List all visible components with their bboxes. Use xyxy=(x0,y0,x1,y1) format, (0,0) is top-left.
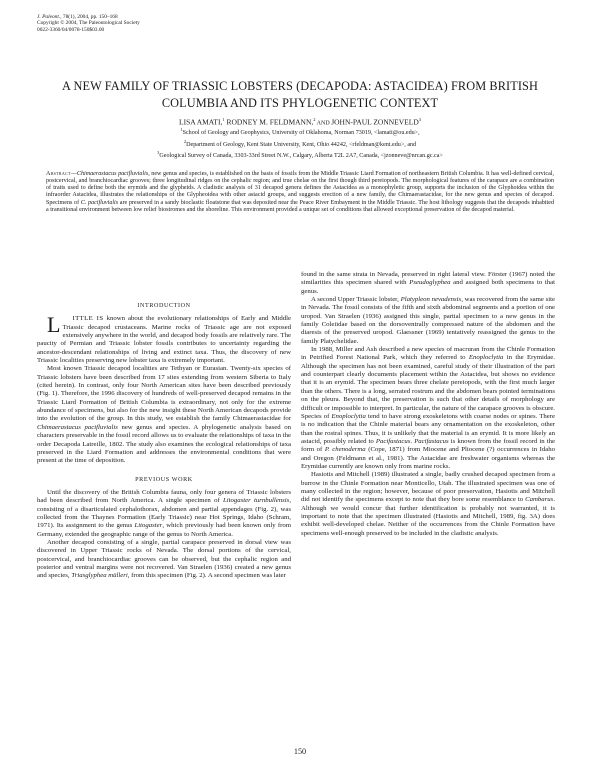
affiliations xyxy=(30,126,570,161)
previous-work-paragraph-2: Another decapod consisting of a single, partial carapace preserved in dorsal view was discovered in Upper Triassic rocks of Nevada. The dorsal portions of the cervical, postcervical, and branchiocardiac grooves can be observed, but the cephalic region and posterior and ventral margins were not recovered. Van Straelen (1936) created a new genus and species, Triasglyphea mülleri, from this specimen (Fig. 2). A second specimen was later xyxy=(37,538,291,580)
left-column xyxy=(37,296,291,581)
intro-paragraph-1: L ITTLE IS known about the evolutionary relationships of Early and Middle Triassic decapod crustaceans. Marine rocks of Triassic age are not exposed extensively anywhere in the world, and decapod body fossils are relatively rare. The paucity of Permian and Triassic lobster fossils contributes to uncertainty regarding the ancestor-descendant relationships of living and extinct taxa. Thus, the discovery of new Triassic localities preserving new lobster taxa is extremely important. xyxy=(37,312,291,365)
journal-citation: J. Paleont., 78(1), 2004, pp. 150–168 xyxy=(37,14,118,20)
intro-paragraph-2: Most known Triassic decapod localities are Tethyan or Eurasian. Twenty-six species of Triassic lobsters have been described from 17 sites extending from western Siberia to Italy (cited herein). In contrast, only four North American sites have been described previously (Fig. 1). Therefore, the 1996 discovery of hundreds of well-preserved decapod remains in the Triassic Liard Formation of British Columbia is extraordinary, not only for the extreme abundance of specimens, but also for the new insight these North American decapods provide into the evolution of the group. In this study, we establish the family Chimaerastacidae for Chimaerastacus pacifluvialis new genus and species. A phylogenetic analysis based on characters preservable in the fossil record allows us to evaluate the relationships of taxa in the order Decapoda Latreille, 1802. The study also examines the ecological relationships of taxa preserved in the Liard Formation and addresses the environmental conditions that were present at the time of deposition. xyxy=(37,365,291,465)
section-heading-introduction: INTRODUCTION xyxy=(137,303,191,309)
right-paragraph-3: In 1988, Miller and Ash described a new species of macruran from the Chinle Formation in Petrified Forest National Park, which they referred to Enoploclytia in the Erymidae. Although the specimen has not been examined, careful study of their illustration of the part and counterpart clearly documents placement within the Astacidea, but shows no evidence that it is an erymid. The specimen bears three chelate pereiopods, with the first much larger than the others. There is a long, serrated rostrum and the abdomen bears pointed terminations on the pleura. Beyond that, the preservation is such that other details of morphology are difficult or impossible to interpret. In particular, the nature of the carapace grooves is obscure. Species of Enoploclytia tend to have strong exoskeletons with coarse nodes or spines. There is no indication that the Chinle material bears any ornamentation on the exoskeleton, other than the rostral spines. Thus, it is unlikely that the material is an erymid. It is more likely an astacid, possibly related to Pacifastacus. Pacifastacus is known from the fossil record in the form of P. chenoderma (Cope, 1871) from Miocene and Pliocene (?) occurrences in Idaho and Oregon (Feldmann et al., 1981). The Astacidae are freshwater organisms whereas the Erymidae currently are known only from marine rocks. xyxy=(301,346,556,470)
right-paragraph-2: A second Upper Triassic lobster, Platypleon nevadensis, was recovered from the same site in Nevada. The fossil consists of the fifth and sixth abdominal segments and a portion of one uropod. Van Straelen (1936) assigned this single, partial specimen to a new genus in the family Coleiidae based on the dorsoventrally compressed nature of the abdomen and the diaresis of the preserved uropod. Glaessner (1969) tentatively reassigned the genus to the family Platychelidae. xyxy=(301,296,555,345)
section-heading-previous-work: PREVIOUS WORK xyxy=(135,476,193,483)
copyright-line: Copyright © 2004, The Paleontological Society xyxy=(37,20,140,27)
issn-line: 0022-3360/04/0078-150$03.00 xyxy=(37,26,105,33)
right-paragraph-4: Hasiotis and Mitchell (1989) illustrated a single, badly crushed decapod specimen from a burrow in the Chinle Formation near Monticello, Utah. The illustrated specimen was one of many collected in the region; however, because of poor preservation, Hasiotis and Mitchell did not identify the specimens except to note that they bore some resemblance to Cambarus. Although we would concur that further identification is probably not warranted, it is important to note that the specimen illustrated (Hasiotis and Mitchell, 1989, fig. 3A) does exhibit well-developed chelae. Neither of the occurrences from the Chinle Formation have specimens well-enough preserved to be included in the cladistic analysis. xyxy=(301,471,555,537)
right-column xyxy=(301,271,555,538)
drop-cap: L xyxy=(47,312,61,338)
author-3: JOHN-PAUL ZONNEVELD xyxy=(331,117,419,127)
affiliation-3: $^3$Geological Survey of Canada, 3303-33rd Street N.W., Calgary, Alberta T2L 2A7, Canada, <jzonneve@nrcan.gc.ca> xyxy=(157,150,443,160)
journal-header xyxy=(37,14,140,33)
abstract: Abstract—Chimaerastacus pacifluvialis, new genus and species, is established on the basis of fossils from the Middle Triassic Liard Formation of northeastern British Columbia. It has well-defined cervical, postcervical, and branchiocardiac grooves; three longitudinal ridges on the cephalic region; and true chelae on the first though third pereiopods. The morphological features of the carapace are a combination of traits used to define both the erymids and the glypheids. A cladistic analysis of 31 decapod genera defines the Astacidea as a monophyletic group, supports the inclusion of the Glyphoidea within the infraorder Astacidea, illustrates the relationships of the Glypheoidea with other astacid groups, and suggests erection of a new family, the Chimaerastacidae, for the new genus and species of decapod. Specimens of C. pacifluvialis are preserved in a sandy bioclastic floatstone that was deposited near the Peace River Embayment in the Middle Triassic. The host lithology suggests that the decapods inhabited a transitional environment between low relief biostromes and the shoreline. This environment provided a unique set of conditions that allowed exceptional preservation of the decapod material. xyxy=(46,171,554,213)
page-number: 150 xyxy=(293,747,307,756)
affiliation-2: $^2$Department of Geology, Kent State University, Kent, Ohio 44242, <rfeldman@kent.edu>, and xyxy=(183,138,417,148)
previous-work-paragraph-1: Until the discovery of the British Columbia fauna, only four genera of Triassic lobsters had been described from North America. A single specimen of Litogaster turnbullensis, consisting of a disarticulated cephalothorax, abdomen and partial appendages (Fig. 2), was collected from the Thaynes Formation (Early Triassic) near Hot Springs, Idaho (Schram, 1971). Its assignment to the genus Litogaster, which previously had been known only from Germany, extended the geographic range of the genus to North America. xyxy=(37,488,291,538)
author-line: LISA AMATI,$^1$ RODNEY M. FELDMANN,$^2$ AND JOHN-PAUL ZONNEVELD$^3$ xyxy=(178,117,422,127)
article-title: A NEW FAMILY OF TRIASSIC LOBSTERS (DECAPODA: ASTACIDEA) FROM BRITISH COLUMBIA AND ITS PHYLOGENETIC CONTEXT xyxy=(62,79,538,110)
author-1: LISA AMATI, xyxy=(178,117,223,127)
author-2: RODNEY M. FELDMANN, xyxy=(224,117,314,127)
affiliation-1: $^1$School of Geology and Geophysics, University of Oklahoma, Norman 73019, <lamati@ou.edu>, xyxy=(180,127,420,137)
right-paragraph-1: found in the same strata in Nevada, preserved in right lateral view. Förster (1967) noted the similarities this specimen shared with Pseudoglyphea and assigned both specimens to that genus. xyxy=(301,271,556,295)
